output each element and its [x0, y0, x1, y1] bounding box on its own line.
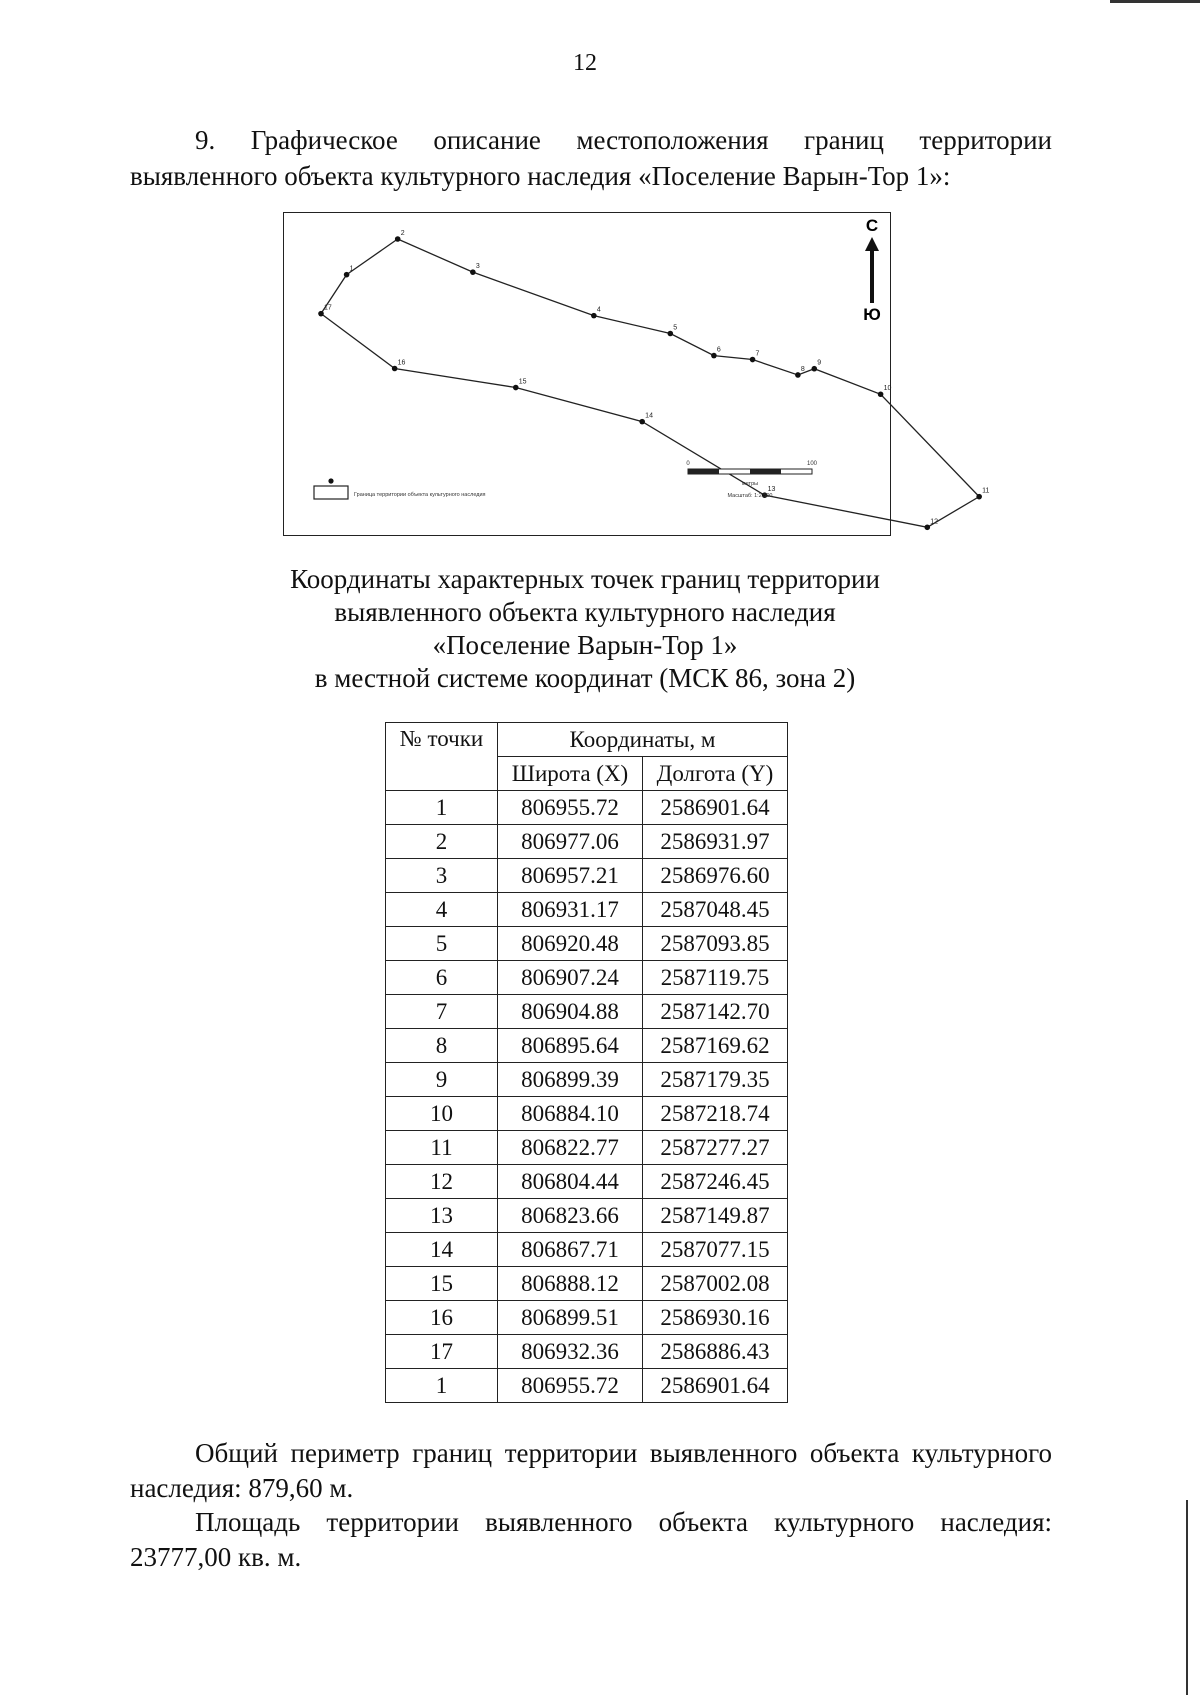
longitude-cell: 2587218.74	[643, 1097, 788, 1131]
point-number-cell: 17	[386, 1335, 498, 1369]
boundary-point	[470, 269, 476, 275]
table-row	[386, 1301, 788, 1335]
latitude-cell: 806895.64	[498, 1029, 643, 1063]
boundary-point	[750, 357, 756, 363]
boundary-point	[711, 353, 717, 359]
boundary-point	[667, 331, 673, 337]
table-row	[386, 927, 788, 961]
coordinates-title	[0, 563, 1170, 695]
section-heading: 9. Графическое описание местоположения границ территории выявленного объекта культурного наследия «Поселение Варын-Тор 1»:	[130, 125, 1052, 191]
point-number-cell: 10	[386, 1097, 498, 1131]
longitude-cell: 2587077.15	[643, 1233, 788, 1267]
margin-scan-line	[1186, 1500, 1188, 1695]
latitude-cell: 806899.51	[498, 1301, 643, 1335]
page-number: 12	[573, 50, 597, 76]
latitude-cell: 806867.71	[498, 1233, 643, 1267]
point-number-cell: 15	[386, 1267, 498, 1301]
point-number-cell: 16	[386, 1301, 498, 1335]
north-label: С	[865, 216, 879, 235]
table-row	[386, 1131, 788, 1165]
boundary-point	[392, 366, 398, 372]
point-number-cell: 12	[386, 1165, 498, 1199]
latitude-cell: 806904.88	[498, 995, 643, 1029]
perimeter-text: Общий периметр границ территории выявленного объекта культурного наследия: 879,60 м.	[130, 1438, 1052, 1503]
header-point-number: № точки	[386, 723, 498, 791]
scale-max: 100	[806, 461, 818, 467]
latitude-cell: 806955.72	[498, 1369, 643, 1403]
boundary-point	[976, 494, 982, 500]
header-coordinates: Координаты, м	[498, 723, 788, 757]
longitude-cell: 2587119.75	[643, 961, 788, 995]
boundary-point	[878, 391, 884, 397]
boundary-points	[318, 230, 989, 530]
boundary-point	[395, 236, 401, 242]
point-number-cell: 1	[386, 791, 498, 825]
longitude-cell: 2587246.45	[643, 1165, 788, 1199]
boundary-point-label: 12	[930, 518, 939, 526]
north-arrow-icon	[863, 216, 881, 324]
scale-bar	[686, 461, 817, 499]
point-number-cell: 2	[386, 825, 498, 859]
coordinates-title-line: Координаты характерных точек границ территории	[290, 564, 880, 594]
boundary-map	[283, 212, 990, 536]
longitude-cell: 2587093.85	[643, 927, 788, 961]
longitude-cell: 2587142.70	[643, 995, 788, 1029]
boundary-point-label: 10	[883, 385, 892, 393]
legend-point-marker	[328, 478, 333, 483]
boundary-point-label: 7	[755, 350, 760, 358]
point-number-cell: 6	[386, 961, 498, 995]
boundary-point	[344, 272, 350, 278]
longitude-cell: 2586901.64	[643, 1369, 788, 1403]
south-label: Ю	[863, 305, 881, 324]
table-row	[386, 995, 788, 1029]
coordinates-table	[385, 722, 788, 1403]
legend-text: Граница территории объекта культурного наследия	[354, 492, 486, 498]
latitude-cell: 806907.24	[498, 961, 643, 995]
point-number-cell: 11	[386, 1131, 498, 1165]
point-number-cell: 3	[386, 859, 498, 893]
boundary-point	[924, 524, 930, 530]
point-number-cell: 4	[386, 893, 498, 927]
point-number-cell: 1	[386, 1369, 498, 1403]
boundary-point-label: 15	[518, 378, 527, 386]
table-row	[386, 1233, 788, 1267]
boundary-point-label: 6	[716, 346, 721, 354]
latitude-cell: 806884.10	[498, 1097, 643, 1131]
latitude-cell: 806977.06	[498, 825, 643, 859]
longitude-cell: 2586976.60	[643, 859, 788, 893]
boundary-point	[639, 419, 645, 425]
boundary-map-svg	[284, 213, 990, 535]
legend-swatch	[314, 486, 348, 499]
table-row	[386, 1097, 788, 1131]
coordinates-title-line: в местной системе координат (МСК 86, зона 2)	[314, 663, 856, 693]
longitude-cell: 2586930.16	[643, 1301, 788, 1335]
latitude-cell: 806931.17	[498, 893, 643, 927]
longitude-cell: 2586931.97	[643, 825, 788, 859]
header-longitude: Долгота (Y)	[643, 757, 788, 791]
latitude-cell: 806823.66	[498, 1199, 643, 1233]
point-number-cell: 9	[386, 1063, 498, 1097]
boundary-point-label: 17	[324, 304, 332, 312]
latitude-cell: 806920.48	[498, 927, 643, 961]
coordinates-table-body	[386, 791, 788, 1403]
latitude-cell: 806955.72	[498, 791, 643, 825]
point-number-cell: 8	[386, 1029, 498, 1063]
boundary-point	[318, 311, 324, 317]
latitude-cell: 806932.36	[498, 1335, 643, 1369]
boundary-point	[513, 385, 519, 391]
boundary-point-label: 16	[397, 359, 406, 367]
table-row	[386, 1267, 788, 1301]
table-row	[386, 791, 788, 825]
longitude-cell: 2587179.35	[643, 1063, 788, 1097]
table-row	[386, 1029, 788, 1063]
table-row	[386, 825, 788, 859]
point-number-cell: 5	[386, 927, 498, 961]
latitude-cell: 806804.44	[498, 1165, 643, 1199]
coordinates-title-line: «Поселение Варын-Тор 1»	[432, 630, 738, 660]
boundary-point	[811, 366, 817, 372]
longitude-cell: 2586886.43	[643, 1335, 788, 1369]
boundary-polygon	[321, 239, 979, 527]
boundary-point-label: 2	[400, 230, 405, 237]
boundary-point-label: 11	[982, 487, 990, 495]
boundary-point-label: 8	[800, 365, 805, 373]
longitude-cell: 2587149.87	[643, 1199, 788, 1233]
table-row	[386, 893, 788, 927]
map-legend	[314, 478, 486, 499]
boundary-point-label: 14	[645, 412, 653, 420]
coordinates-title-line: выявленного объекта культурного наследия	[334, 597, 836, 627]
top-edge-mark	[1110, 0, 1200, 3]
boundary-point-label: 1	[349, 265, 354, 273]
longitude-cell: 2587169.62	[643, 1029, 788, 1063]
header-latitude: Широта (X)	[498, 757, 643, 791]
longitude-cell: 2587277.27	[643, 1131, 788, 1165]
longitude-cell: 2587002.08	[643, 1267, 788, 1301]
latitude-cell: 806957.21	[498, 859, 643, 893]
boundary-point-label: 13	[767, 486, 776, 494]
table-row	[386, 859, 788, 893]
boundary-point	[591, 313, 597, 319]
boundary-point-label: 5	[673, 324, 678, 332]
table-row	[386, 1369, 788, 1403]
table-row	[386, 1199, 788, 1233]
area-text: Площадь территории выявленного объекта культурного наследия: 23777,00 кв. м.	[130, 1507, 1052, 1572]
boundary-point-label: 3	[475, 263, 480, 271]
boundary-point-label: 9	[817, 359, 822, 367]
table-row	[386, 1063, 788, 1097]
scale-units: метры	[741, 481, 759, 487]
boundary-point	[795, 372, 801, 378]
longitude-cell: 2586901.64	[643, 791, 788, 825]
longitude-cell: 2587048.45	[643, 893, 788, 927]
point-number-cell: 7	[386, 995, 498, 1029]
point-number-cell: 13	[386, 1199, 498, 1233]
latitude-cell: 806888.12	[498, 1267, 643, 1301]
latitude-cell: 806899.39	[498, 1063, 643, 1097]
point-number-cell: 14	[386, 1233, 498, 1267]
table-row	[386, 961, 788, 995]
boundary-point-label: 4	[596, 306, 601, 314]
latitude-cell: 806822.77	[498, 1131, 643, 1165]
scale-zero: 0	[686, 461, 690, 467]
table-row	[386, 1335, 788, 1369]
scale-ratio: Масштаб: 1:2 500	[727, 493, 773, 499]
table-row	[386, 1165, 788, 1199]
